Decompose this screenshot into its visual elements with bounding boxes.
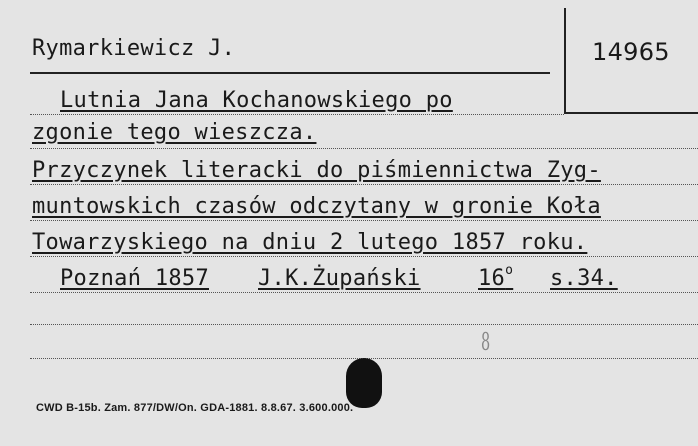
title-line-4: muntowskich czasów odczytany w gronie Koła [32, 194, 601, 219]
ruled-line-7 [30, 324, 698, 325]
ruled-line-1 [30, 114, 564, 115]
handwritten-mark: 8 [481, 328, 491, 356]
author-name: Rymarkiewicz J. [32, 36, 236, 61]
number-box-bottom-rule [564, 112, 698, 114]
ruled-line-4 [30, 220, 698, 221]
title-line-2: zgonie tego wieszcza. [32, 120, 317, 145]
ruled-line-3 [30, 184, 698, 185]
imprint-place-year: Poznań 1857 [60, 266, 209, 291]
printer-imprint: CWD B-15b. Zam. 877/DW/On. GDA-1881. 8.8.67. 3.600.000. [36, 402, 354, 414]
ruled-line-5 [30, 256, 698, 257]
punch-hole [346, 358, 382, 408]
catalog-number: 14965 [592, 38, 670, 66]
title-line-3: Przyczynek literacki do piśmiennictwa Zyg- [32, 158, 601, 183]
header-rule [30, 72, 550, 74]
imprint-format [478, 263, 514, 291]
imprint-publisher: J.K.Żupański [258, 266, 421, 291]
title-line-1: Lutnia Jana Kochanowskiego po [60, 88, 453, 113]
ruled-line-2 [30, 148, 698, 149]
imprint-pages: s.34. [550, 266, 618, 291]
format-number: 16 [478, 266, 506, 291]
format-superscript: o [505, 263, 514, 278]
title-line-5: Towarzyskiego na dniu 2 lutego 1857 roku. [32, 230, 588, 255]
ruled-line-6 [30, 292, 698, 293]
number-box-divider [564, 8, 566, 112]
